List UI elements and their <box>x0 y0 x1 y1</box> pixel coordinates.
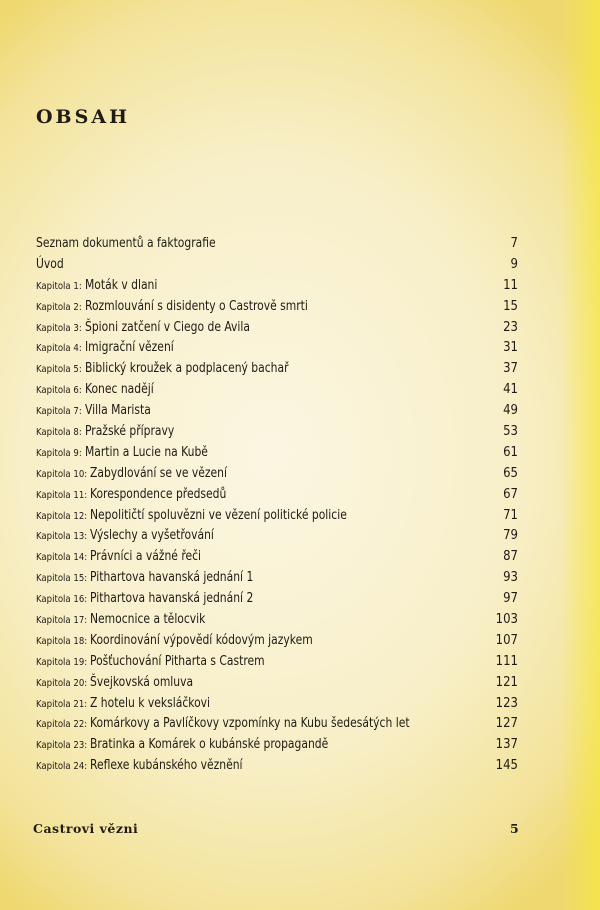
toc-entry-label <box>36 758 260 773</box>
chapter-prefix: Kapitola 24: <box>36 761 88 773</box>
chapter-prefix: Kapitola 16: <box>36 594 88 606</box>
chapter-page: 31 <box>503 340 518 356</box>
toc-entry-label <box>36 361 311 376</box>
toc-entry-label <box>36 508 376 523</box>
toc-entry <box>36 382 518 403</box>
chapter-prefix: Kapitola 22: <box>36 719 88 731</box>
chapter-title: Pithartova havanská jednání 1 <box>90 570 254 586</box>
chapter-page: 49 <box>503 403 518 419</box>
chapter-title: Špioni zatčení v Ciego de Avila <box>84 319 250 335</box>
chapter-page: 23 <box>503 319 518 335</box>
toc-entry <box>36 591 518 612</box>
toc-entry <box>36 696 518 717</box>
toc-entry-label <box>36 528 228 543</box>
toc-entry <box>36 675 518 696</box>
chapter-page: 67 <box>503 486 518 502</box>
chapter-prefix: Kapitola 2: <box>36 301 82 313</box>
toc-entry-label <box>36 445 221 460</box>
chapter-title: Výslechy a vyšetřování <box>90 528 215 544</box>
toc-entry-label <box>36 340 183 355</box>
chapter-page: 97 <box>503 591 518 607</box>
toc-entry <box>36 299 518 320</box>
chapter-prefix: Kapitola 3: <box>36 322 82 334</box>
page-number: 5 <box>510 821 519 836</box>
chapter-prefix: Kapitola 18: <box>36 635 88 647</box>
chapter-prefix: Kapitola 20: <box>36 677 88 689</box>
chapter-title: Moták v dlani <box>84 277 158 293</box>
chapter-page: 65 <box>503 465 518 481</box>
toc-entry-label <box>36 299 332 314</box>
chapter-title: Seznam dokumentů a faktografie <box>36 236 216 251</box>
chapter-title: Právníci a vážné řeči <box>90 549 202 565</box>
chapter-prefix: Kapitola 10: <box>36 468 88 480</box>
toc-entry-label <box>36 696 224 711</box>
toc-entry-label <box>36 257 67 272</box>
toc-entry-label <box>36 236 236 251</box>
chapter-prefix: Kapitola 21: <box>36 698 88 710</box>
chapter-page: 137 <box>495 737 518 753</box>
running-footer-title: Castrovi vězni <box>33 821 139 836</box>
toc-entry-label <box>36 633 338 648</box>
chapter-prefix: Kapitola 15: <box>36 573 88 585</box>
chapter-title: Švejkovská omluva <box>90 674 194 690</box>
page-title: OBSAH <box>36 106 131 128</box>
chapter-page: 127 <box>495 716 518 732</box>
toc-entry-label <box>36 278 165 293</box>
chapter-title: Komárkovy a Pavlíčkovy vzpomínky na Kubu šedesátých let <box>90 716 410 732</box>
toc-entry <box>36 737 518 758</box>
toc-entry <box>36 549 518 570</box>
chapter-title: Úvod <box>36 256 64 272</box>
chapter-page: 41 <box>503 382 518 398</box>
chapter-title: Zabydlování se ve vězení <box>90 465 228 481</box>
toc-entry-label <box>36 570 272 585</box>
chapter-title: Pithartova havanská jednání 2 <box>90 591 254 607</box>
chapter-page: 7 <box>510 236 518 251</box>
chapter-page: 61 <box>503 444 518 460</box>
toc-entry <box>36 528 518 549</box>
toc-entry-label <box>36 612 218 627</box>
toc-entry <box>36 612 518 633</box>
chapter-title: Martin a Lucie na Kubě <box>84 444 208 460</box>
chapter-title: Biblický kroužek a podplacený bachař <box>84 361 289 377</box>
chapter-page: 9 <box>510 256 518 272</box>
toc-entry-label <box>36 654 284 669</box>
chapter-prefix: Kapitola 6: <box>36 385 82 397</box>
chapter-page: 107 <box>495 632 518 648</box>
chapter-prefix: Kapitola 17: <box>36 615 88 627</box>
chapter-title: Reflexe kubánského věznění <box>90 758 243 774</box>
table-of-contents <box>36 236 518 779</box>
chapter-title: Nepolitičtí spoluvězni ve vězení politické policie <box>90 507 347 523</box>
toc-entry <box>36 445 518 466</box>
chapter-title: Konec nadějí <box>84 382 154 398</box>
toc-entry-label <box>36 424 184 439</box>
toc-entry-label <box>36 591 272 606</box>
toc-entry-label <box>36 320 268 335</box>
toc-entry-label <box>36 737 355 752</box>
chapter-title: Z hotelu k veksláčkovi <box>90 695 211 711</box>
toc-entry <box>36 716 518 737</box>
toc-entry <box>36 758 518 779</box>
chapter-page: 121 <box>495 674 518 690</box>
chapter-title: Koordinování výpovědí kódovým jazykem <box>90 632 313 648</box>
toc-entry-label <box>36 382 161 397</box>
toc-entry <box>36 570 518 591</box>
chapter-prefix: Kapitola 5: <box>36 364 82 376</box>
chapter-prefix: Kapitola 1: <box>36 280 82 292</box>
chapter-page: 145 <box>495 758 518 774</box>
toc-entry-label <box>36 716 445 731</box>
toc-entry <box>36 278 518 299</box>
chapter-prefix: Kapitola 12: <box>36 510 88 522</box>
toc-entry <box>36 257 518 278</box>
chapter-page: 87 <box>503 549 518 565</box>
toc-entry-label <box>36 403 158 418</box>
toc-entry <box>36 236 518 257</box>
toc-entry-label <box>36 549 214 564</box>
chapter-page: 71 <box>503 507 518 523</box>
chapter-prefix: Kapitola 14: <box>36 552 88 564</box>
toc-entry <box>36 466 518 487</box>
chapter-prefix: Kapitola 23: <box>36 740 88 752</box>
chapter-title: Pošťuchování Pitharta s Castrem <box>90 653 265 669</box>
chapter-page: 11 <box>503 277 518 293</box>
chapter-title: Pražské přípravy <box>84 424 174 440</box>
chapter-page: 37 <box>503 361 518 377</box>
chapter-prefix: Kapitola 19: <box>36 656 88 668</box>
toc-entry-label <box>36 466 242 481</box>
chapter-title: Rozmlouvání s disidenty o Castrově smrti <box>84 298 308 314</box>
toc-entry <box>36 654 518 675</box>
toc-entry <box>36 340 518 361</box>
chapter-page: 111 <box>495 653 518 669</box>
page-edge-tint <box>560 0 600 910</box>
chapter-prefix: Kapitola 8: <box>36 427 82 439</box>
chapter-prefix: Kapitola 9: <box>36 447 82 459</box>
chapter-title: Imigrační vězení <box>84 340 174 356</box>
toc-entry <box>36 424 518 445</box>
chapter-title: Korespondence předsedů <box>90 486 227 502</box>
chapter-prefix: Kapitola 7: <box>36 406 82 418</box>
toc-entry-label <box>36 487 242 502</box>
toc-entry <box>36 508 518 529</box>
chapter-title: Nemocnice a tělocvik <box>90 612 206 628</box>
toc-entry-label <box>36 675 205 690</box>
chapter-page: 79 <box>503 528 518 544</box>
toc-entry <box>36 633 518 654</box>
toc-entry <box>36 487 518 508</box>
chapter-prefix: Kapitola 4: <box>36 343 82 355</box>
chapter-page: 53 <box>503 424 518 440</box>
chapter-prefix: Kapitola 13: <box>36 531 88 543</box>
toc-entry <box>36 320 518 341</box>
chapter-page: 103 <box>495 612 518 628</box>
toc-entry <box>36 361 518 382</box>
chapter-title: Villa Marista <box>84 403 151 419</box>
chapter-page: 15 <box>503 298 518 314</box>
chapter-prefix: Kapitola 11: <box>36 489 88 501</box>
chapter-page: 93 <box>503 570 518 586</box>
chapter-page: 123 <box>495 695 518 711</box>
chapter-title: Bratinka a Komárek o kubánské propagandě <box>90 737 329 753</box>
toc-entry <box>36 403 518 424</box>
